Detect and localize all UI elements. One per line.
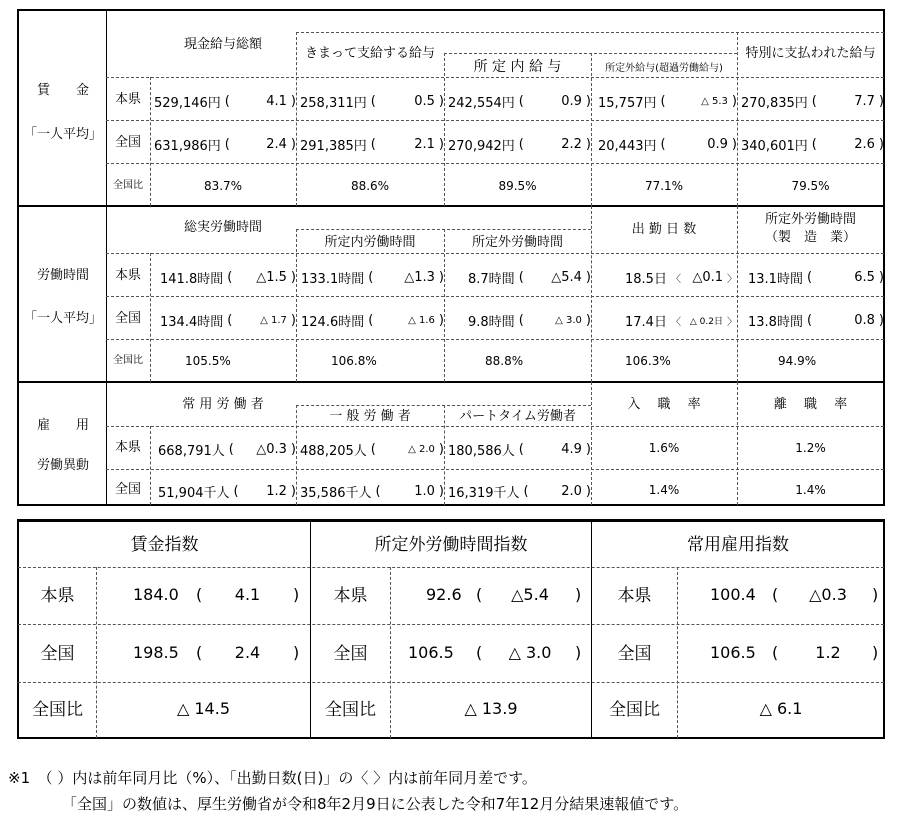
cell-hours-value: 134.4時間 ( △ 1.7 ) <box>160 313 296 330</box>
cell-index-ratio: △ 14.5 <box>176 699 230 718</box>
row-label-national: 全国 <box>333 644 368 664</box>
cell-index-ratio: △ 13.9 <box>464 699 518 718</box>
cell-ratio: 106.3% <box>625 354 671 368</box>
cell-wage-value: 242,554円 ( 0.9 ) <box>448 94 591 111</box>
cell-ratio: 106.8% <box>331 354 377 368</box>
row-label-ratio: 全国比 <box>113 355 143 366</box>
open-paren: ( <box>196 585 203 604</box>
column-divider <box>106 9 107 506</box>
column-divider <box>150 426 151 505</box>
cell-employment-value: 180,586人 ( 4.9 ) <box>448 442 591 459</box>
cell-ratio: 88.8% <box>485 354 524 368</box>
row-divider <box>106 253 884 254</box>
cell-index-value: 184.0 <box>133 585 179 604</box>
header-employment-index: 常用雇用指数 <box>687 535 789 555</box>
open-paren: ( <box>772 585 779 604</box>
open-paren: ( <box>476 585 483 604</box>
cell-ratio: 79.5% <box>791 179 830 193</box>
cell-ratio: 94.9% <box>778 354 817 368</box>
close-paren: ) <box>575 643 582 662</box>
header-special: 特別に支払われた給与 <box>745 46 876 61</box>
section-label: 賃 金 <box>36 83 89 98</box>
column-divider <box>150 253 151 382</box>
close-paren: ) <box>293 585 300 604</box>
header-regular-workers: 常 用 労 働 者 <box>182 397 264 412</box>
open-paren: ( <box>772 643 779 662</box>
cell-wage-value: 631,986円 ( 2.4 ) <box>154 137 296 154</box>
close-paren: ) <box>872 585 879 604</box>
table-border-top <box>17 519 885 522</box>
cell-hours-value: 13.1時間 ( 6.5 ) <box>748 270 884 287</box>
table-border-bottom <box>18 504 885 506</box>
column-divider <box>444 229 445 382</box>
row-label-pref: 本県 <box>114 440 141 455</box>
cell-separation-rate: 1.2% <box>795 441 826 455</box>
header-hire-rate: 入 職 率 <box>627 397 701 412</box>
cell-wage-value: 258,311円 ( 0.5 ) <box>300 94 444 111</box>
cell-employment-value: 668,791人 ( △0.3 ) <box>158 442 296 459</box>
header-total-cash: 現金給与総額 <box>183 37 262 52</box>
cell-ratio: 88.6% <box>350 179 390 193</box>
cell-employment-value: 51,904千人 ( 1.2 ) <box>158 484 296 501</box>
cell-employment-value: 16,319千人 ( 2.0 ) <box>448 484 591 501</box>
row-label-ratio: 全国比 <box>325 700 376 720</box>
header-overtime: 所定外給与(超過労働給与) <box>605 63 723 74</box>
section-label: 雇 用 <box>36 418 89 433</box>
cell-index-value: 198.5 <box>133 643 179 662</box>
row-label-national: 全国 <box>40 644 75 664</box>
row-label-national: 全国 <box>114 135 141 150</box>
header-contractual: きまって支給する給与 <box>304 46 435 61</box>
cell-wage-value: 20,443円 ( 0.9 ) <box>598 137 737 154</box>
cell-index-change: △ 3.0 <box>508 643 552 662</box>
table-border-bottom <box>17 737 885 739</box>
cell-wage-value: 291,385円 ( 2.1 ) <box>300 137 444 154</box>
cell-index-change: 4.1 <box>234 585 261 604</box>
cell-ratio: 77.1% <box>644 179 684 193</box>
cell-wage-value: 340,601円 ( 2.6 ) <box>741 137 884 154</box>
open-paren: ( <box>476 643 483 662</box>
row-label-pref: 本県 <box>40 586 75 606</box>
section-label: 労働時間 <box>36 268 89 283</box>
header-wage-index: 賃金指数 <box>130 535 199 555</box>
section-label: 労働異動 <box>36 458 89 473</box>
close-paren: ) <box>575 585 582 604</box>
cell-index-change: 2.4 <box>234 643 261 662</box>
header-mfg-overtime-sub: （製 造 業） <box>764 230 856 245</box>
row-label-ratio: 全国比 <box>113 180 143 191</box>
cell-index-change: 1.2 <box>815 643 841 662</box>
cell-hours-value: 124.6時間 ( △ 1.6 ) <box>301 313 444 330</box>
close-paren: ) <box>293 643 300 662</box>
cell-hours-value: 13.8時間 ( 0.8 ) <box>748 313 884 330</box>
header-separation-rate: 離 職 率 <box>773 397 848 412</box>
header-overtime-index: 所定外労働時間指数 <box>374 535 528 555</box>
cell-index-value: 106.5 <box>408 643 454 662</box>
row-divider <box>106 77 884 78</box>
cell-index-change: △5.4 <box>511 585 549 604</box>
row-divider <box>106 163 884 164</box>
cell-index-change: △0.3 <box>809 585 847 604</box>
cell-employment-value: 35,586千人 ( 1.0 ) <box>300 484 444 501</box>
section-label: 「一人平均」 <box>23 311 102 326</box>
row-label-pref: 本県 <box>617 586 652 606</box>
footnote-1: ※1 （ ）内は前年同月比（%）、「出勤日数(日)」の〈 〉内は前年同月差です。 <box>8 769 537 787</box>
table-border-left <box>17 9 19 506</box>
header-workdays: 出 勤 日 数 <box>631 222 697 237</box>
cell-hire-rate: 1.4% <box>648 483 680 497</box>
header-divider <box>296 32 884 33</box>
header-scheduled-hours: 所定内労働時間 <box>324 235 416 250</box>
cell-hours-value: 141.8時間 ( △1.5 ) <box>160 270 296 287</box>
close-paren: ) <box>872 643 879 662</box>
cell-hire-rate: 1.6% <box>648 441 680 455</box>
cell-wage-value: 270,942円 ( 2.2 ) <box>448 137 591 154</box>
row-divider <box>106 296 884 297</box>
cell-index-value: 92.6 <box>426 585 462 604</box>
cell-index-ratio: △ 6.1 <box>759 699 803 718</box>
row-label-national: 全国 <box>114 311 141 326</box>
section-label: 「一人平均」 <box>23 127 102 142</box>
row-label-national: 全国 <box>114 482 141 497</box>
cell-index-value: 106.5 <box>710 643 756 662</box>
cell-employment-value: 488,205人 ( △ 2.0 ) <box>300 442 444 459</box>
row-label-ratio: 全国比 <box>32 700 83 720</box>
cell-hours-value: 8.7時間 ( △5.4 ) <box>468 270 591 287</box>
row-divider <box>106 339 884 340</box>
cell-hours-value: 9.8時間 ( △ 3.0 ) <box>468 313 591 330</box>
row-divider <box>106 120 884 121</box>
row-divider <box>18 624 884 625</box>
cell-ratio: 89.5% <box>498 179 537 193</box>
header-scheduled: 所 定 内 給 与 <box>473 59 562 75</box>
row-divider <box>18 682 884 683</box>
cell-wage-value: 270,835円 ( 7.7 ) <box>741 94 884 111</box>
cell-ratio: 105.5% <box>185 354 231 368</box>
footnote-2: 「全国」の数値は、厚生労働省が令和8年2月9日に公表した令和7年12月分結果速報値です。 <box>62 795 689 813</box>
row-label-pref: 本県 <box>333 586 368 606</box>
section-divider <box>18 381 885 383</box>
cell-workdays-value: 18.5日 〈 △0.1 〉 <box>625 270 737 287</box>
header-part-time: パートタイム労働者 <box>459 409 576 424</box>
table-border-top <box>18 9 885 11</box>
open-paren: ( <box>196 643 203 662</box>
table-border-right <box>883 9 885 506</box>
row-divider <box>106 469 884 470</box>
row-label-ratio: 全国比 <box>609 700 660 720</box>
header-mfg-overtime: 所定外労働時間 <box>764 212 856 227</box>
header-total-hours: 総実労働時間 <box>183 220 262 235</box>
cell-hours-value: 133.1時間 ( △1.3 ) <box>301 270 444 287</box>
cell-index-value: 100.4 <box>710 585 756 604</box>
row-divider <box>106 426 884 427</box>
cell-separation-rate: 1.4% <box>795 483 826 497</box>
row-label-pref: 本県 <box>114 268 141 283</box>
header-general-workers: 一 般 労 働 者 <box>329 409 411 424</box>
cell-workdays-value: 17.4日 〈 △ 0.2日 〉 <box>625 315 737 330</box>
row-label-national: 全国 <box>617 644 652 664</box>
header-overtime-hours: 所定外労働時間 <box>471 235 563 250</box>
row-label-pref: 本県 <box>114 92 141 107</box>
cell-wage-value: 15,757円 ( △ 5.3 ) <box>598 94 737 111</box>
row-divider <box>18 567 884 568</box>
section-divider <box>18 205 885 207</box>
cell-ratio: 83.7% <box>203 179 243 193</box>
column-divider <box>296 229 297 382</box>
cell-wage-value: 529,146円 ( 4.1 ) <box>154 94 296 111</box>
